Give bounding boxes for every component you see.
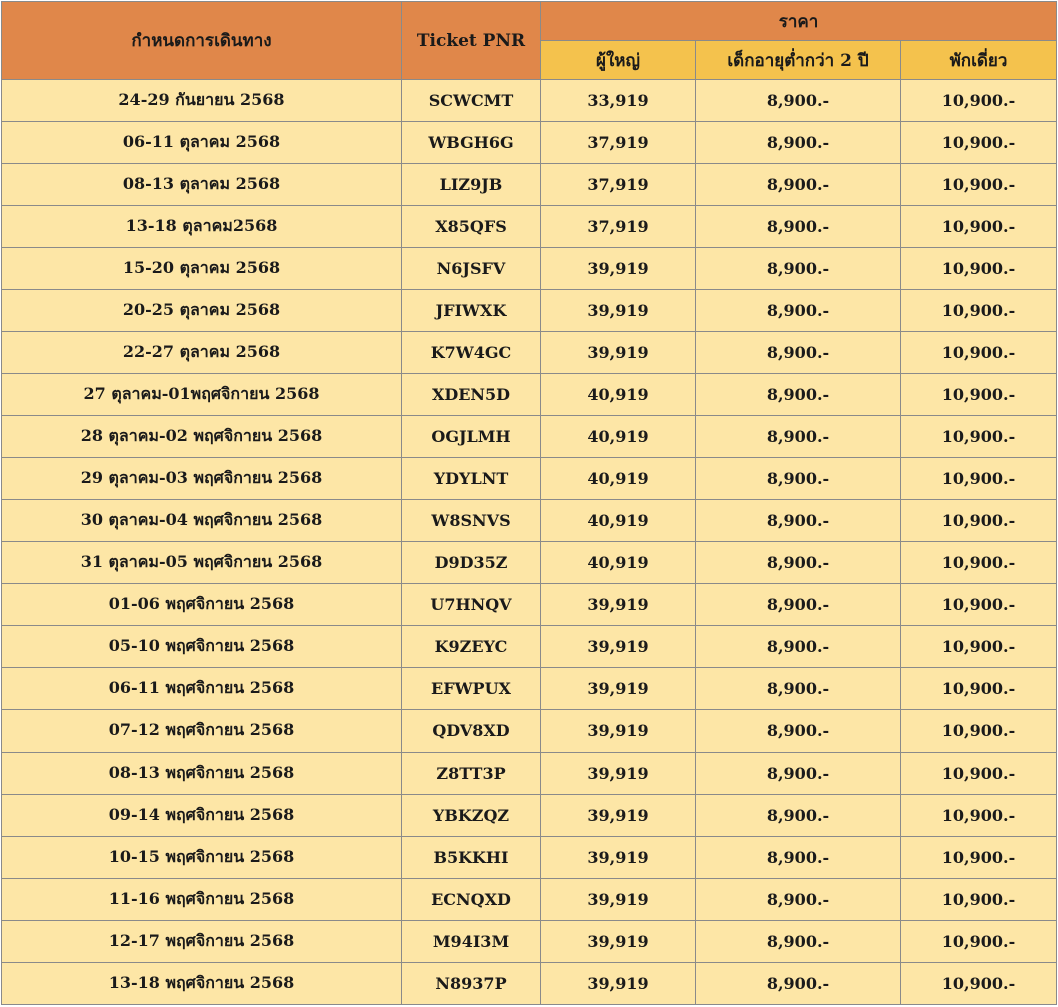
cell-single-supplement: 10,900.- — [901, 122, 1057, 164]
cell-travel-period: 09-14 พฤศจิกายน 2568 — [2, 794, 402, 836]
cell-single-supplement: 10,900.- — [901, 458, 1057, 500]
cell-travel-period: 07-12 พฤศจิกายน 2568 — [2, 710, 402, 752]
cell-child-price: 8,900.- — [696, 500, 901, 542]
cell-single-supplement: 10,900.- — [901, 878, 1057, 920]
cell-travel-period: 29 ตุลาคม-03 พฤศจิกายน 2568 — [2, 458, 402, 500]
cell-child-price: 8,900.- — [696, 248, 901, 290]
cell-adult-price: 40,919 — [541, 542, 696, 584]
cell-single-supplement: 10,900.- — [901, 626, 1057, 668]
cell-single-supplement: 10,900.- — [901, 920, 1057, 962]
cell-single-supplement: 10,900.- — [901, 332, 1057, 374]
cell-travel-period: 06-11 ตุลาคม 2568 — [2, 122, 402, 164]
table-header — [2, 2, 1057, 80]
table-row — [2, 80, 1057, 122]
cell-ticket-pnr: B5KKHI — [402, 836, 541, 878]
cell-adult-price: 39,919 — [541, 290, 696, 332]
cell-single-supplement: 10,900.- — [901, 962, 1057, 1004]
table-row — [2, 122, 1057, 164]
cell-child-price: 8,900.- — [696, 710, 901, 752]
table-row — [2, 710, 1057, 752]
cell-ticket-pnr: WBGH6G — [402, 122, 541, 164]
cell-child-price: 8,900.- — [696, 80, 901, 122]
cell-ticket-pnr: U7HNQV — [402, 584, 541, 626]
table-row — [2, 626, 1057, 668]
cell-single-supplement: 10,900.- — [901, 248, 1057, 290]
cell-child-price: 8,900.- — [696, 962, 901, 1004]
cell-travel-period: 27 ตุลาคม-01พฤศจิกายน 2568 — [2, 374, 402, 416]
cell-single-supplement: 10,900.- — [901, 542, 1057, 584]
cell-travel-period: 01-06 พฤศจิกายน 2568 — [2, 584, 402, 626]
cell-adult-price: 39,919 — [541, 920, 696, 962]
table-row — [2, 290, 1057, 332]
header-child: เด็กอายุต่ำกว่า 2 ปี — [696, 41, 901, 80]
cell-adult-price: 39,919 — [541, 794, 696, 836]
cell-child-price: 8,900.- — [696, 164, 901, 206]
cell-child-price: 8,900.- — [696, 752, 901, 794]
table-row — [2, 962, 1057, 1004]
table-row — [2, 668, 1057, 710]
cell-child-price: 8,900.- — [696, 416, 901, 458]
cell-child-price: 8,900.- — [696, 290, 901, 332]
cell-ticket-pnr: Z8TT3P — [402, 752, 541, 794]
table-row — [2, 206, 1057, 248]
cell-ticket-pnr: LIZ9JB — [402, 164, 541, 206]
cell-travel-period: 24-29 กันยายน 2568 — [2, 80, 402, 122]
cell-adult-price: 39,919 — [541, 752, 696, 794]
cell-adult-price: 39,919 — [541, 584, 696, 626]
cell-travel-period: 20-25 ตุลาคม 2568 — [2, 290, 402, 332]
header-adult: ผู้ใหญ่ — [541, 41, 696, 80]
cell-ticket-pnr: XDEN5D — [402, 374, 541, 416]
cell-ticket-pnr: YBKZQZ — [402, 794, 541, 836]
cell-child-price: 8,900.- — [696, 836, 901, 878]
cell-child-price: 8,900.- — [696, 374, 901, 416]
table-row — [2, 416, 1057, 458]
cell-ticket-pnr: N6JSFV — [402, 248, 541, 290]
cell-child-price: 8,900.- — [696, 122, 901, 164]
cell-single-supplement: 10,900.- — [901, 500, 1057, 542]
table-row — [2, 458, 1057, 500]
cell-travel-period: 08-13 ตุลาคม 2568 — [2, 164, 402, 206]
cell-adult-price: 37,919 — [541, 122, 696, 164]
header-travel-period: กำหนดการเดินทาง — [2, 2, 402, 80]
cell-adult-price: 39,919 — [541, 332, 696, 374]
cell-single-supplement: 10,900.- — [901, 374, 1057, 416]
cell-child-price: 8,900.- — [696, 206, 901, 248]
header-ticket-pnr: Ticket PNR — [402, 2, 541, 80]
cell-ticket-pnr: SCWCMT — [402, 80, 541, 122]
cell-adult-price: 39,919 — [541, 836, 696, 878]
cell-travel-period: 13-18 ตุลาคม2568 — [2, 206, 402, 248]
cell-single-supplement: 10,900.- — [901, 80, 1057, 122]
price-table — [1, 1, 1057, 1005]
cell-child-price: 8,900.- — [696, 878, 901, 920]
header-price: ราคา — [541, 2, 1057, 41]
cell-single-supplement: 10,900.- — [901, 668, 1057, 710]
cell-child-price: 8,900.- — [696, 794, 901, 836]
cell-single-supplement: 10,900.- — [901, 794, 1057, 836]
table-body — [2, 80, 1057, 1005]
cell-ticket-pnr: X85QFS — [402, 206, 541, 248]
cell-adult-price: 39,919 — [541, 626, 696, 668]
cell-travel-period: 13-18 พฤศจิกายน 2568 — [2, 962, 402, 1004]
cell-child-price: 8,900.- — [696, 626, 901, 668]
cell-adult-price: 39,919 — [541, 668, 696, 710]
cell-single-supplement: 10,900.- — [901, 164, 1057, 206]
cell-travel-period: 12-17 พฤศจิกายน 2568 — [2, 920, 402, 962]
cell-adult-price: 37,919 — [541, 206, 696, 248]
cell-travel-period: 31 ตุลาคม-05 พฤศจิกายน 2568 — [2, 542, 402, 584]
cell-ticket-pnr: EFWPUX — [402, 668, 541, 710]
cell-adult-price: 33,919 — [541, 80, 696, 122]
cell-ticket-pnr: N8937P — [402, 962, 541, 1004]
cell-child-price: 8,900.- — [696, 332, 901, 374]
cell-travel-period: 11-16 พฤศจิกายน 2568 — [2, 878, 402, 920]
cell-ticket-pnr: OGJLMH — [402, 416, 541, 458]
cell-adult-price: 40,919 — [541, 374, 696, 416]
cell-adult-price: 40,919 — [541, 458, 696, 500]
cell-adult-price: 40,919 — [541, 416, 696, 458]
table-row — [2, 584, 1057, 626]
cell-travel-period: 30 ตุลาคม-04 พฤศจิกายน 2568 — [2, 500, 402, 542]
header-row-top — [2, 2, 1057, 41]
table-row — [2, 752, 1057, 794]
table-row — [2, 542, 1057, 584]
cell-travel-period: 08-13 พฤศจิกายน 2568 — [2, 752, 402, 794]
table-row — [2, 164, 1057, 206]
cell-adult-price: 37,919 — [541, 164, 696, 206]
cell-adult-price: 39,919 — [541, 710, 696, 752]
cell-single-supplement: 10,900.- — [901, 836, 1057, 878]
table-row — [2, 920, 1057, 962]
cell-adult-price: 40,919 — [541, 500, 696, 542]
cell-travel-period: 10-15 พฤศจิกายน 2568 — [2, 836, 402, 878]
cell-ticket-pnr: JFIWXK — [402, 290, 541, 332]
cell-adult-price: 39,919 — [541, 962, 696, 1004]
cell-ticket-pnr: ECNQXD — [402, 878, 541, 920]
cell-child-price: 8,900.- — [696, 920, 901, 962]
cell-single-supplement: 10,900.- — [901, 416, 1057, 458]
cell-travel-period: 28 ตุลาคม-02 พฤศจิกายน 2568 — [2, 416, 402, 458]
cell-ticket-pnr: K7W4GC — [402, 332, 541, 374]
cell-adult-price: 39,919 — [541, 878, 696, 920]
cell-child-price: 8,900.- — [696, 542, 901, 584]
cell-single-supplement: 10,900.- — [901, 752, 1057, 794]
table-row — [2, 500, 1057, 542]
header-single: พักเดี่ยว — [901, 41, 1057, 80]
cell-single-supplement: 10,900.- — [901, 290, 1057, 332]
cell-single-supplement: 10,900.- — [901, 710, 1057, 752]
table-row — [2, 794, 1057, 836]
cell-single-supplement: 10,900.- — [901, 206, 1057, 248]
table-row — [2, 374, 1057, 416]
cell-ticket-pnr: M94I3M — [402, 920, 541, 962]
cell-travel-period: 22-27 ตุลาคม 2568 — [2, 332, 402, 374]
cell-travel-period: 05-10 พฤศจิกายน 2568 — [2, 626, 402, 668]
table-row — [2, 878, 1057, 920]
cell-ticket-pnr: K9ZEYC — [402, 626, 541, 668]
cell-adult-price: 39,919 — [541, 248, 696, 290]
cell-child-price: 8,900.- — [696, 458, 901, 500]
cell-travel-period: 15-20 ตุลาคม 2568 — [2, 248, 402, 290]
cell-child-price: 8,900.- — [696, 668, 901, 710]
table-row — [2, 836, 1057, 878]
cell-ticket-pnr: QDV8XD — [402, 710, 541, 752]
cell-child-price: 8,900.- — [696, 584, 901, 626]
cell-ticket-pnr: YDYLNT — [402, 458, 541, 500]
cell-ticket-pnr: D9D35Z — [402, 542, 541, 584]
table-row — [2, 248, 1057, 290]
cell-single-supplement: 10,900.- — [901, 584, 1057, 626]
cell-travel-period: 06-11 พฤศจิกายน 2568 — [2, 668, 402, 710]
table-row — [2, 332, 1057, 374]
cell-ticket-pnr: W8SNVS — [402, 500, 541, 542]
